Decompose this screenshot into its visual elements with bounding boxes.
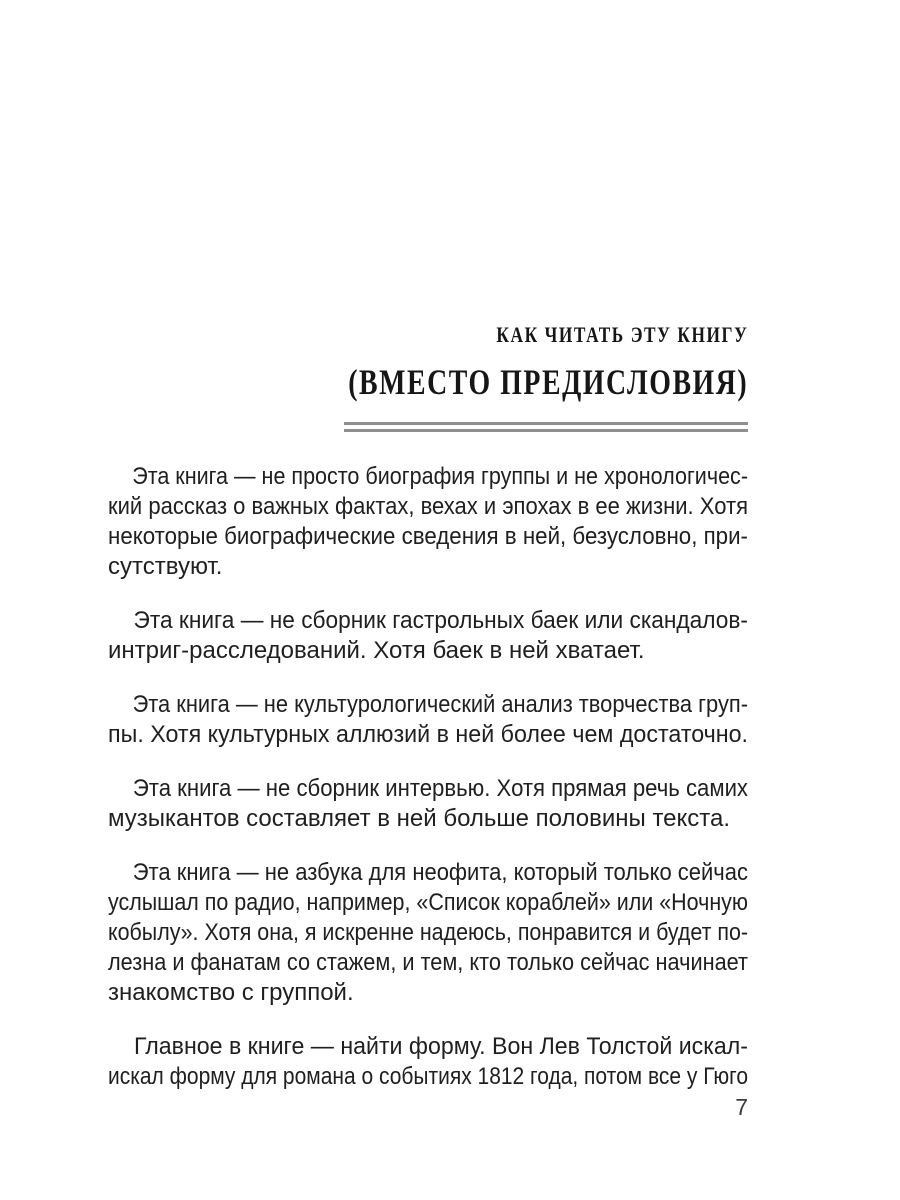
text-line: музыкантов составляет в ней больше половины текста. [108, 805, 731, 832]
text-line: кий рассказ о важных фактах, вехах и эпохах в ее жизни. Хотя [108, 493, 748, 520]
text-line: Эта книга — не сборник гастрольных баек или скандалов- [133, 607, 749, 634]
text-line: искал форму для романа о событиях 1812 года, потом все у Гюго [108, 1063, 748, 1090]
text-line: знакомство с группой. [108, 979, 354, 1006]
paragraph [108, 462, 748, 582]
text-line: Эта книга — не сборник интервью. Хотя прямая речь самих [132, 775, 748, 802]
text-line: Эта книга — не просто биография группы и не хронологичес- [132, 463, 748, 490]
paragraph [108, 858, 748, 1008]
preface-text [108, 462, 748, 1092]
paragraph [108, 606, 748, 666]
paragraph [108, 690, 748, 750]
text-line: Главное в книге — найти форму. Вон Лев Толстой искал- [134, 1033, 749, 1060]
paragraph [108, 774, 748, 834]
text-line: интриг-расследований. Хотя баек в ней хватает. [108, 637, 645, 664]
page-content [108, 322, 748, 1092]
text-line: кобылу». Хотя она, я искренне надеюсь, понравится и будет по- [108, 919, 748, 946]
text-line: пы. Хотя культурных аллюзий в ней более чем достаточно. [108, 721, 748, 748]
chapter-kicker: КАК ЧИТАТЬ ЭТУ КНИГУ [496, 322, 748, 347]
text-line: Эта книга — не культурологический анализ творчества груп- [132, 691, 749, 718]
double-rule [344, 422, 748, 432]
chapter-heading [108, 322, 748, 402]
text-line: Эта книга — не азбука для неофита, который только сейчас [132, 859, 748, 886]
text-line: некоторые биографические сведения в ней, безусловно, при- [108, 523, 748, 550]
text-line: сутствуют. [108, 553, 223, 580]
page-number: 7 [735, 1094, 748, 1120]
chapter-title: (ВМЕСТО ПРЕДИСЛОВИЯ) [348, 362, 748, 402]
text-line: лезна и фанатам со стажем, и тем, кто только сейчас начинает [108, 949, 748, 976]
text-line: услышал по радио, например, «Список кораблей» или «Ночную [108, 889, 748, 916]
paragraph [108, 1032, 748, 1092]
